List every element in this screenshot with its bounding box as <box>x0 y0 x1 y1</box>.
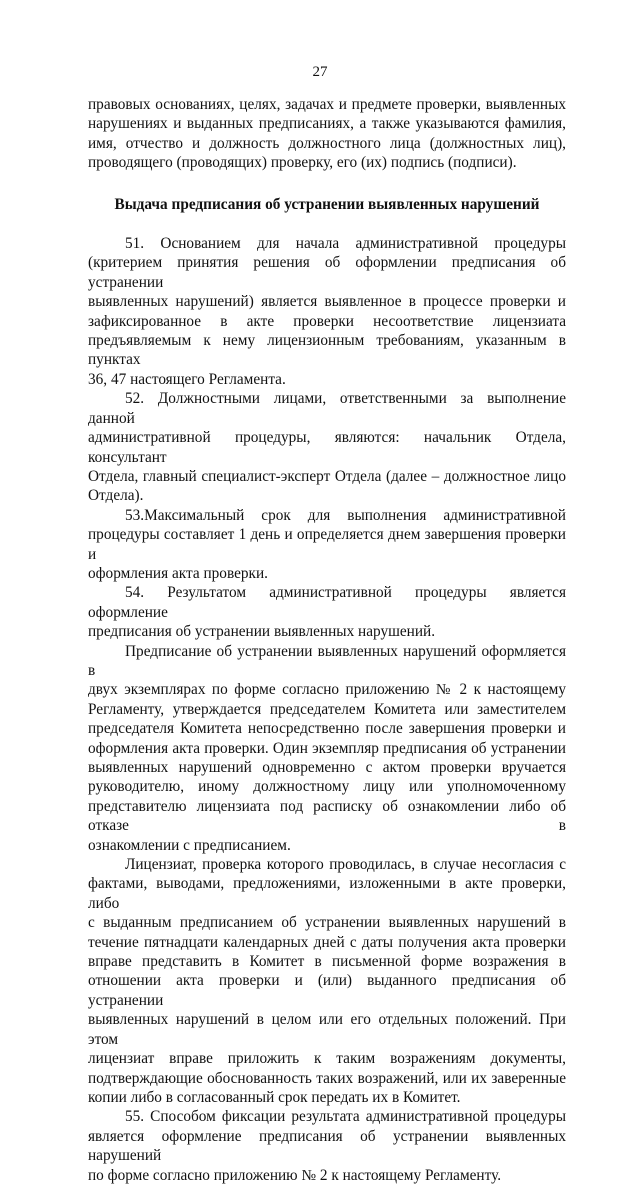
text-line: Предписание об устранении выявленных нарушений оформляется в <box>88 642 566 679</box>
text-line: проводящего (проводящих) проверку, его (их) подпись (подписи). <box>88 154 517 172</box>
paragraph <box>88 234 566 389</box>
text-line: председателя Комитета непосредственно после завершения проверки и <box>88 720 566 738</box>
text-line: подтверждающие обоснованность таких возражений, или их заверенные <box>88 1069 566 1087</box>
text-line: течение пятнадцати календарных дней с даты получения акта проверки <box>88 933 566 951</box>
text-line: выявленных нарушений в целом или его отдельных положений. При этом <box>88 1011 566 1048</box>
text-line: (критерием принятия решения об оформлении предписания об устранении <box>88 254 566 291</box>
paragraph <box>88 389 566 505</box>
paragraph <box>88 1107 566 1185</box>
text-line: оформления акта проверки. Один экземпляр предписания об устранении <box>88 739 566 757</box>
page-number: 27 <box>312 64 328 80</box>
text-line: оформления акта проверки. <box>88 564 268 582</box>
paragraph <box>88 855 566 1107</box>
text-line: руководителю, иному должностному лицу или уполномоченному <box>88 778 566 796</box>
text-line: вправе представить в Комитет в письменной форме возражения в <box>88 953 566 971</box>
text-line: процедуры составляет 1 день и определяется днем завершения проверки и <box>88 526 566 563</box>
text-line: правовых основаниях, целях, задачах и предмете проверки, выявленных <box>88 96 566 113</box>
text-line: 53.Максимальный срок для выполнения административной <box>125 506 566 524</box>
text-line: Лицензиат, проверка которого проводилась, в случае несогласия с <box>125 856 566 874</box>
text-line: Отдела). <box>88 487 144 505</box>
text-line: с выданным предписанием об устранении выявленных нарушений в <box>88 914 566 932</box>
paragraph <box>88 506 566 584</box>
text-line: является оформление предписания об устранении выявленных нарушений <box>88 1127 566 1165</box>
text-line: лицензиат вправе приложить к таким возражениям документы, <box>88 1050 566 1068</box>
text-line: выявленных нарушений) является выявленное в процессе проверки и <box>88 293 566 311</box>
paragraph <box>88 95 566 173</box>
text-line: зафиксированное в акте проверки несоответствие лицензиата <box>88 312 566 330</box>
text-line: 55. Способом фиксации результата административной процедуры <box>125 1108 566 1126</box>
section-heading: Выдача предписания об устранении выявленных нарушений <box>114 195 540 213</box>
text-block-intro <box>88 95 566 173</box>
text-line: ознакомлении с предписанием. <box>88 836 291 854</box>
text-line: отношении акта проверки и (или) выданного предписания об устранении <box>88 972 566 1009</box>
document-body <box>88 95 566 1185</box>
text-line: нарушениях и выданных предписаниях, а также указываются фамилия, <box>88 115 566 133</box>
text-line: выявленных нарушений одновременно с актом проверки вручается <box>88 759 566 776</box>
text-line: копии либо в согласованный срок передать их в Комитет. <box>88 1088 461 1106</box>
text-line: 36, 47 настоящего Регламента. <box>88 370 286 388</box>
paragraph <box>88 583 566 641</box>
text-line: 52. Должностными лицами, ответственными за выполнение данной <box>88 390 566 427</box>
text-line: двух экземплярах по форме согласно приложению № 2 к настоящему <box>88 681 566 699</box>
text-line: по форме согласно приложению № 2 к настоящему Регламенту. <box>88 1166 502 1184</box>
text-line: административной процедуры, являются: начальник Отдела, консультант <box>88 429 566 466</box>
text-line: представителю лицензиата под расписку об ознакомлении либо об отказе в <box>88 797 566 835</box>
text-block-section <box>88 234 566 1185</box>
text-line: 51. Основанием для начала административной процедуры <box>125 235 566 253</box>
text-line: Отдела, главный специалист-эксперт Отдела (далее – должностное лицо <box>88 467 566 485</box>
paragraph <box>88 642 566 855</box>
text-line: имя, отчество и должность должностного лица (должностных лиц), <box>88 134 566 152</box>
text-line: 54. Результатом административной процедуры является оформление <box>88 584 566 621</box>
text-line: фактами, выводами, предложениями, изложенными в акте проверки, либо <box>88 875 566 912</box>
text-line: предъявляемым к нему лицензионным требованиям, указанным в пунктах <box>88 332 566 369</box>
text-line: предписания об устранении выявленных нарушений. <box>88 623 436 641</box>
text-line: Регламенту, утверждается председателем Комитета или заместителем <box>88 700 566 718</box>
